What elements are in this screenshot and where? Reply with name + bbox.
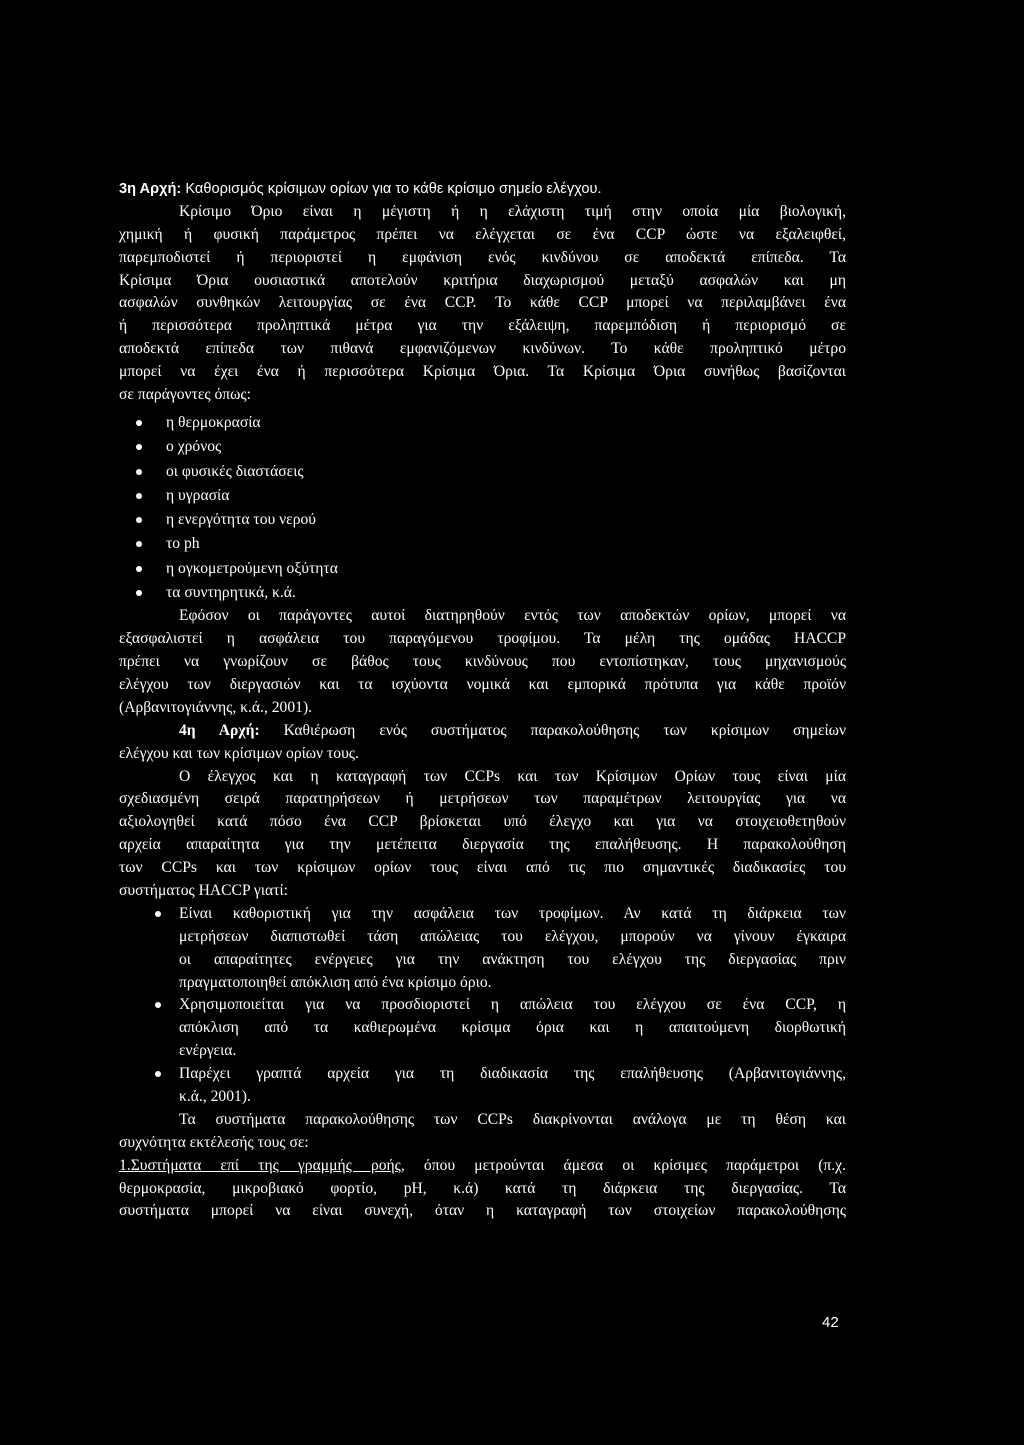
list-item-text: τα συντηρητικά, κ.ά.	[166, 583, 296, 601]
list-item-text: ο χρόνος	[166, 438, 222, 456]
bullet-icon	[155, 1071, 161, 1077]
list-item	[119, 994, 846, 1063]
paragraph-line: συχνότητα εκτέλεσής τους σε:	[119, 1133, 309, 1151]
paragraph-line: αρχεία απαραίτητα για την μετέπειτα διεργασία της επαλήθευσης. Η παρακολούθηση	[119, 836, 846, 854]
list-item	[119, 903, 846, 995]
bullet-icon	[136, 541, 142, 547]
paragraph-line: των CCPs και των κρίσιμων ορίων τους είναι από τις πιο σημαντικές διαδικασίες του	[119, 859, 846, 877]
paragraph-line: Κρίσιμο Όριο είναι η μέγιστη ή η ελάχιστη τιμή στην οποία μία βιολογική,	[179, 202, 846, 220]
principle-3-heading	[119, 178, 846, 201]
list-item-line: πραγματοποιηθεί απόκλιση από ένα κρίσιμο όριο.	[179, 973, 492, 991]
paragraph-line: ή περισσότερα προληπτικά μέτρα για την εξάλειψη, παρεμπόδιση ή περιορισμό σε	[119, 317, 846, 335]
paragraph-line: μπορεί να έχει ένα ή περισσότερα Κρίσιμα Όρια. Τα Κρίσιμα Όρια συνήθως βασίζονται	[119, 363, 846, 381]
paragraph-line: Ο έλεγχος και η καταγραφή των CCPs και των Κρίσιμων Ορίων τους είναι μία	[179, 767, 846, 785]
paragraph-line: συστήματος HACCP γιατί:	[119, 881, 288, 899]
paragraph-line: παρεμποδιστεί ή περιοριστεί η εμφάνιση ενός κινδύνου σε αποδεκτά επίπεδα. Τα	[119, 248, 846, 266]
bullet-icon	[155, 911, 161, 917]
paragraph-line: εξασφαλιστεί η ασφάλεια του παραγόμενου τροφίμου. Τα μέλη της ομάδας HACCP	[119, 630, 846, 648]
list-item	[119, 508, 846, 532]
bullet-icon	[136, 517, 142, 523]
list-item	[119, 532, 846, 556]
list-item-text: το ph	[166, 535, 200, 553]
list-item	[119, 1063, 846, 1109]
bullet-icon	[136, 566, 142, 572]
paragraph-line: ελέγχου των διεργασιών και τα ισχύοντα νομικά και εμπορικά πρότυπα για κάθε προϊόν	[119, 675, 846, 693]
paragraph-line: Τα συστήματα παρακολούθησης των CCPs διακρίνονται ανάλογα με τη θέση και	[179, 1110, 846, 1128]
factors-list	[119, 411, 846, 605]
paragraph-line: χημική ή φυσική παράμετρος πρέπει να ελέγχεται σε ένα CCP ώστε να εξαλειφθεί,	[119, 225, 846, 243]
page-number: 42	[822, 1314, 839, 1331]
principle-4-title: Καθιέρωση ενός συστήματος παρακολούθησης των κρίσιμων σημείων	[259, 721, 846, 739]
inline-systems-line	[119, 1155, 846, 1178]
list-item-line: απόκλιση από τα καθιερωμένα κρίσιμα όρια και η απαιτούμενη διορθωτική	[179, 1019, 846, 1037]
list-item	[119, 435, 846, 459]
list-item-line: μετρήσεων διαπιστωθεί τάση απώλειας του ελέγχου, μπορούν να γίνουν έγκαιρα	[179, 927, 846, 945]
paragraph-line: Κρίσιμα Όρια ουσιαστικά αποτελούν κριτήρια διαχωρισμού μεταξύ ασφαλών και μη	[119, 271, 846, 289]
principle-3-label: 3η Αρχή:	[119, 181, 182, 197]
principle-4-heading	[119, 720, 846, 743]
list-item-line: κ.ά., 2001).	[179, 1087, 251, 1105]
principle-4-heading-cont: ελέγχου και των κρίσιμων ορίων τους.	[119, 744, 359, 762]
paragraph-line: ασφαλών συνθηκών λειτουργίας σε ένα CCP. Το κάθε CCP μπορεί να περιλαμβάνει ένα	[119, 294, 846, 312]
list-item	[119, 460, 846, 484]
paragraph-line: αξιολογηθεί κατά πόσο ένα CCP βρίσκεται υπό έλεγχο και για να στοιχειοθετηθούν	[119, 813, 846, 831]
bullet-icon	[155, 1002, 161, 1008]
paragraph-line: σε παράγοντες όπως:	[119, 386, 251, 404]
list-item-line: Είναι καθοριστική για την ασφάλεια των τροφίμων. Αν κατά τη διάρκεια των	[179, 904, 846, 922]
paragraph-line: Εφόσον οι παράγοντες αυτοί διατηρηθούν εντός των αποδεκτών ορίων, μπορεί να	[179, 607, 846, 625]
bullet-icon	[136, 493, 142, 499]
reasons-list	[119, 903, 846, 1109]
list-item-text: η ενεργότητα του νερού	[166, 511, 317, 529]
list-item-line: Παρέχει γραπτά αρχεία για τη διαδικασία της επαλήθευσης (Αρβανιτογιάννης,	[179, 1065, 846, 1083]
bullet-icon	[136, 469, 142, 475]
principle-4-label: 4η Αρχή:	[179, 721, 260, 739]
paragraph-line: αποδεκτά επίπεδα των πιθανά εμφανιζόμενων κινδύνων. Το κάθε προληπτικό μέτρο	[119, 340, 846, 358]
paragraph-line: συστήματα μπορεί να είναι συνεχή, όταν η καταγραφή των στοιχείων παρακολούθησης	[119, 1202, 846, 1220]
paragraph-line: (Αρβανιτογιάννης, κ.ά., 2001).	[119, 698, 313, 716]
bullet-icon	[136, 590, 142, 596]
page-body	[119, 178, 846, 1223]
list-item-line: ενέργεια.	[179, 1042, 237, 1060]
list-item-text: η θερμοκρασία	[166, 413, 261, 431]
paragraph-line: θερμοκρασία, μικροβιακό φορτίο, pH, κ.ά) κατά τη διάρκεια της διεργασίας. Τα	[119, 1179, 846, 1197]
list-item-line: Χρησιμοποιείται για να προσδιοριστεί η απώλεια του ελέγχου σε ένα CCP, η	[179, 996, 846, 1014]
paragraph-line: πρέπει να γνωρίζουν σε βάθος τους κινδύνους που εντοπίστηκαν, τους μηχανισμούς	[119, 653, 846, 671]
bullet-icon	[136, 444, 142, 450]
list-item	[119, 411, 846, 435]
list-item	[119, 581, 846, 605]
list-item-text: οι φυσικές διαστάσεις	[166, 462, 304, 480]
list-item-text: η ογκομετρούμενη οξύτητα	[166, 559, 338, 577]
list-item-text: η υγρασία	[166, 486, 230, 504]
list-item-line: οι απαραίτητες ενέργειες για την ανάκτηση του ελέγχου της διεργασίας πριν	[179, 950, 846, 968]
list-item	[119, 484, 846, 508]
principle-3-title: Καθορισμός κρίσιμων ορίων για το κάθε κρίσιμο σημείο ελέγχου.	[181, 181, 602, 197]
paragraph-line: σχεδιασμένη σειρά παρατηρήσεων ή μετρήσεων των παραμέτρων λειτουργίας για να	[119, 790, 846, 808]
inline-systems-label: 1.Συστήματα επί της γραμμής ροής	[119, 1156, 401, 1174]
list-item	[119, 557, 846, 581]
inline-systems-text: , όπου μετρούνται άμεσα οι κρίσιμες παράμετροι (π.χ.	[400, 1156, 846, 1174]
bullet-icon	[136, 420, 142, 426]
